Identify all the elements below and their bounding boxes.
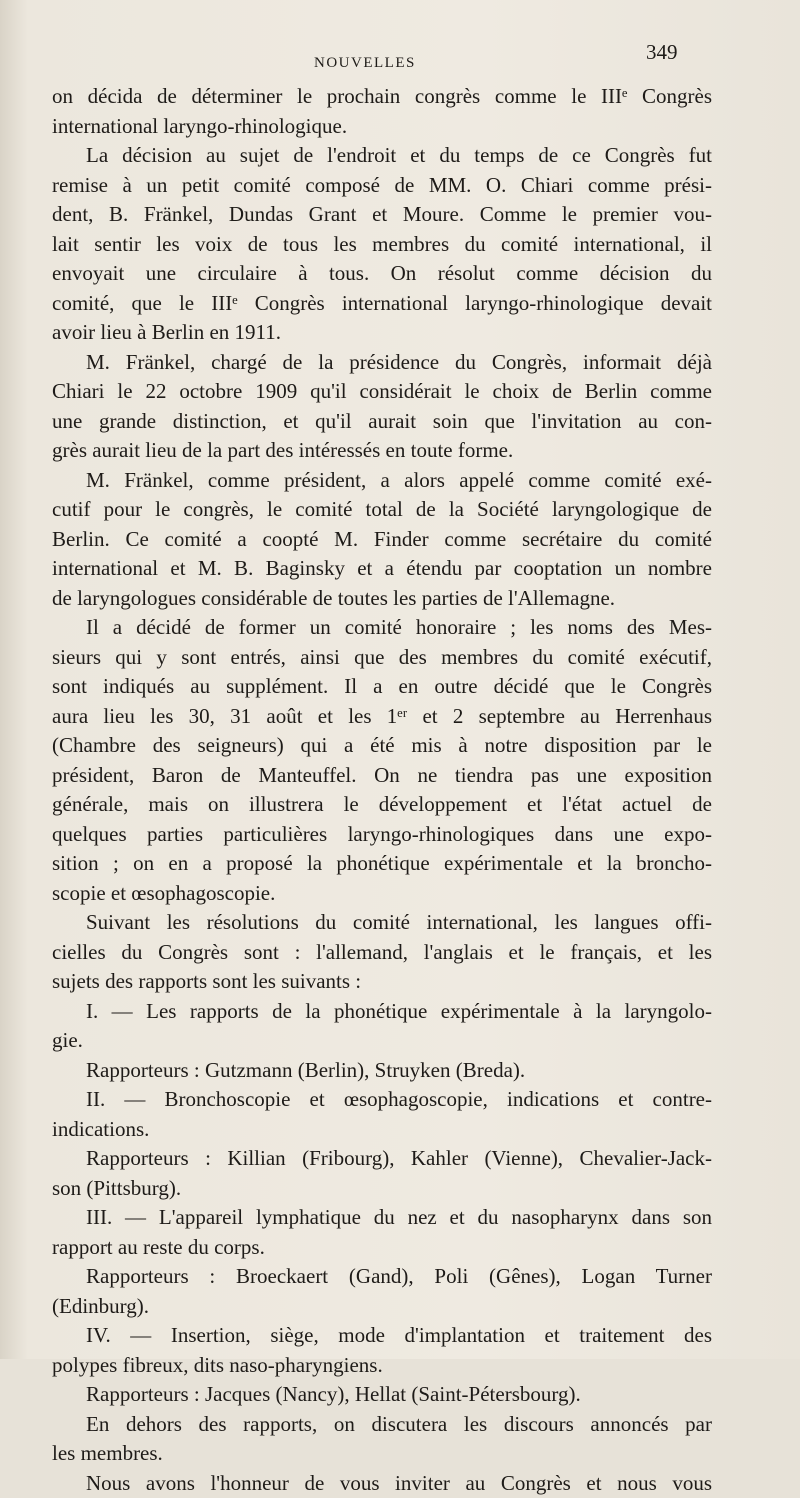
text-line: avoir lieu à Berlin en 1911.	[52, 318, 712, 348]
text-line: sition ; on en a proposé la phonétique expérimentale et la broncho-	[52, 849, 712, 879]
text-line: international et M. B. Baginsky et a étendu par cooptation un nombre	[52, 554, 712, 584]
text-line: lait sentir les voix de tous les membres du comité international, il	[52, 230, 712, 260]
text-line: (Chambre des seigneurs) qui a été mis à notre disposition par le	[52, 731, 712, 761]
text-line: sont indiqués au supplément. Il a en outre décidé que le Congrès	[52, 672, 712, 702]
text-line: La décision au sujet de l'endroit et du temps de ce Congrès fut	[52, 141, 712, 171]
body-text	[52, 82, 712, 1498]
text-line: gie.	[52, 1026, 712, 1056]
text-line: les membres.	[52, 1439, 712, 1469]
text-line: III. — L'appareil lymphatique du nez et du nasopharynx dans son	[52, 1203, 712, 1233]
text-line: Rapporteurs : Killian (Fribourg), Kahler (Vienne), Chevalier-Jack-	[52, 1144, 712, 1174]
text-line: (Edinburg).	[52, 1292, 712, 1322]
text-line: Nous avons l'honneur de vous inviter au Congrès et nous vous	[52, 1469, 712, 1498]
text-line: polypes fibreux, dits naso-pharyngiens.	[52, 1351, 712, 1381]
text-line: envoyait une circulaire à tous. On résolut comme décision du	[52, 259, 712, 289]
text-line: Rapporteurs : Jacques (Nancy), Hellat (Saint-Pétersbourg).	[52, 1380, 712, 1410]
running-title: NOUVELLES	[314, 55, 416, 72]
text-line: I. — Les rapports de la phonétique expérimentale à la laryngolo-	[52, 997, 712, 1027]
text-line: son (Pittsburg).	[52, 1174, 712, 1204]
text-line: une grande distinction, et qu'il aurait soin que l'invitation au con-	[52, 407, 712, 437]
text-line: cielles du Congrès sont : l'allemand, l'anglais et le français, et les	[52, 938, 712, 968]
text-line: international laryngo-rhinologique.	[52, 112, 712, 142]
text-line: générale, mais on illustrera le développement et l'état actuel de	[52, 790, 712, 820]
text-line: indications.	[52, 1115, 712, 1145]
text-line: scopie et œsophagoscopie.	[52, 879, 712, 909]
text-line: Il a décidé de former un comité honoraire ; les noms des Mes-	[52, 613, 712, 643]
text-line: M. Fränkel, chargé de la présidence du Congrès, informait déjà	[52, 348, 712, 378]
text-line: En dehors des rapports, on discutera les discours annoncés par	[52, 1410, 712, 1440]
text-line: sieurs qui y sont entrés, ainsi que des membres du comité exécutif,	[52, 643, 712, 673]
text-line: grès aurait lieu de la part des intéressés en toute forme.	[52, 436, 712, 466]
text-line: sujets des rapports sont les suivants :	[52, 967, 712, 997]
text-line: M. Fränkel, comme président, a alors appelé comme comité exé-	[52, 466, 712, 496]
text-line: comité, que le IIIᵉ Congrès international laryngo-rhinologique devait	[52, 289, 712, 319]
text-line: Berlin. Ce comité a coopté M. Finder comme secrétaire du comité	[52, 525, 712, 555]
text-line: dent, B. Fränkel, Dundas Grant et Moure. Comme le premier vou-	[52, 200, 712, 230]
text-line: aura lieu les 30, 31 août et les 1ᵉʳ et 2 septembre au Herrenhaus	[52, 702, 712, 732]
text-line: Chiari le 22 octobre 1909 qu'il considérait le choix de Berlin comme	[52, 377, 712, 407]
text-line: quelques parties particulières laryngo-rhinologiques dans une expo-	[52, 820, 712, 850]
text-line: Rapporteurs : Broeckaert (Gand), Poli (Gênes), Logan Turner	[52, 1262, 712, 1292]
text-line: IV. — Insertion, siège, mode d'implantation et traitement des	[52, 1321, 712, 1351]
text-line: président, Baron de Manteuffel. On ne tiendra pas une exposition	[52, 761, 712, 791]
text-line: remise à un petit comité composé de MM. O. Chiari comme prési-	[52, 171, 712, 201]
text-line: on décida de déterminer le prochain congrès comme le IIIᵉ Congrès	[52, 82, 712, 112]
text-line: de laryngologues considérable de toutes les parties de l'Allemagne.	[52, 584, 712, 614]
page-number: 349	[646, 40, 678, 65]
text-line: II. — Bronchoscopie et œsophagoscopie, indications et contre-	[52, 1085, 712, 1115]
text-line: Rapporteurs : Gutzmann (Berlin), Struyken (Breda).	[52, 1056, 712, 1086]
text-line: rapport au reste du corps.	[52, 1233, 712, 1263]
text-line: Suivant les résolutions du comité international, les langues offi-	[52, 908, 712, 938]
text-line: cutif pour le congrès, le comité total de la Société laryngologique de	[52, 495, 712, 525]
